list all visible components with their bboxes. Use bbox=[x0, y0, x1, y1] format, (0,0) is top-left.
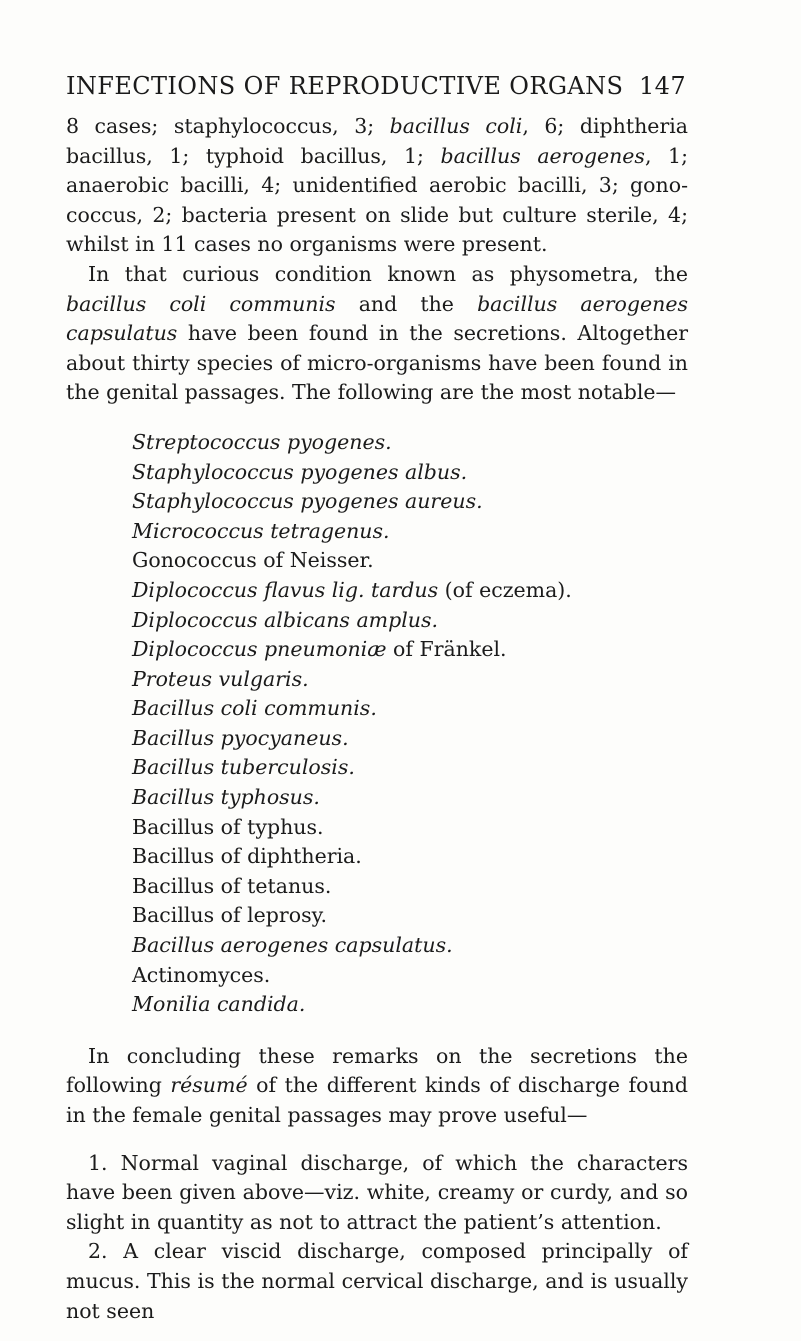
list-item: Bacillus aerogenes capsulatus. bbox=[132, 933, 453, 958]
list-item: Actinomyces. bbox=[132, 962, 271, 987]
list-item: Bacillus of diphtheria. bbox=[132, 844, 362, 869]
list-item: Bacillus typhosus. bbox=[132, 785, 320, 810]
list-item: Diplococcus pneumoniæ of Fränkel. bbox=[132, 637, 507, 662]
organism-list bbox=[132, 428, 688, 1020]
numbered-item-1: 1. Normal vaginal discharge, of which the characters have been given above—viz. white, creamy or curdy, and so slight in quantity as not to attract the patient’s attention. bbox=[66, 1150, 688, 1234]
list-item: Staphylococcus pyogenes albus. bbox=[132, 459, 468, 484]
paragraph-physometra: In that curious condition known as physometra, the bacillus coli communis and the bacillus aerogenes capsulatus have been found in the secretions. Altogether about thirty species of micro-organisms have been found in the genital passages. The following are the most notable— bbox=[66, 261, 689, 405]
numbered-item-2: 2. A clear viscid discharge, composed principally of mucus. This is the normal cervical discharge, and is usually not seen bbox=[66, 1239, 688, 1323]
list-item: Diplococcus albicans amplus. bbox=[132, 607, 439, 632]
list-item: Gonococcus of Neisser. bbox=[132, 548, 374, 573]
list-item: Bacillus of typhus. bbox=[132, 814, 324, 839]
paragraph-resume: In concluding these remarks on the secretions the following résumé of the different kinds of discharge found in the female genital passages may prove useful— bbox=[66, 1043, 688, 1127]
list-item: Diplococcus flavus lig. tardus (of eczema). bbox=[132, 577, 572, 602]
list-item: Bacillus tuberculosis. bbox=[132, 755, 355, 780]
list-item: Bacillus of leprosy. bbox=[132, 903, 327, 928]
list-item: Streptococcus pyogenes. bbox=[132, 429, 392, 454]
running-title: INFECTIONS OF REPRODUCTIVE ORGANS bbox=[66, 72, 624, 100]
page-number: 147 bbox=[638, 72, 686, 100]
page-header bbox=[66, 72, 686, 100]
list-item: Monilia candida. bbox=[132, 992, 306, 1017]
list-item: Proteus vulgaris. bbox=[132, 666, 309, 691]
list-item: Bacillus of tetanus. bbox=[132, 873, 332, 898]
body-text bbox=[66, 112, 688, 1326]
list-item: Staphylococcus pyogenes aureus. bbox=[132, 489, 483, 514]
list-item: Micrococcus tetragenus. bbox=[132, 518, 390, 543]
list-item: Bacillus coli communis. bbox=[132, 696, 377, 721]
list-item: Bacillus pyocyaneus. bbox=[132, 725, 349, 750]
paragraph-bacteria-counts: 8 cases; staphylococcus, 3; bacillus coli, 6; diphtheria bacillus, 1; typhoid bacillus, 1; bacillus aerogenes, 1; anaerobic bacilli, 4; unidentified aerobic bacilli, 3; gonococcus, 2; bacteria present on slide but culture sterile, 4; whilst in 11 cases no organisms were present. bbox=[66, 114, 689, 257]
